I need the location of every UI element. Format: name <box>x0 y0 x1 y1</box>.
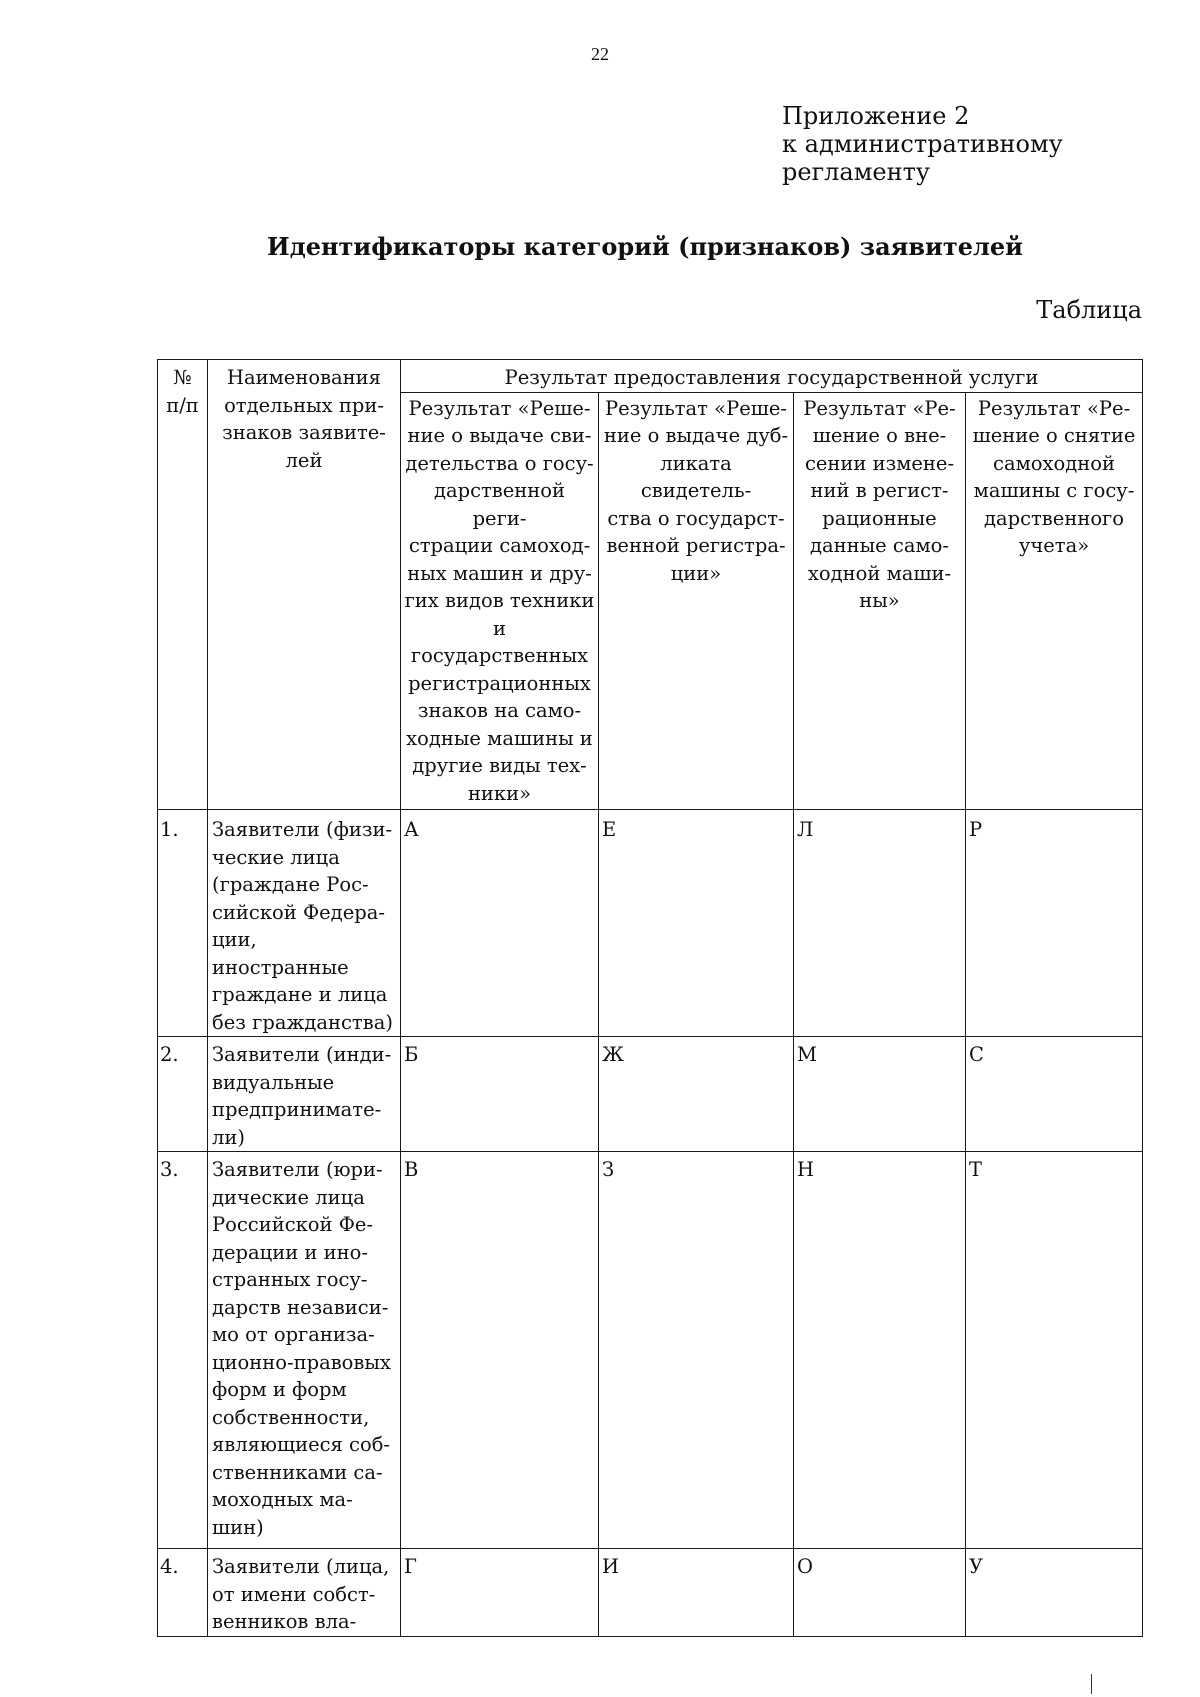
row-name: Заявители (инди- видуальные предпринимате- ли) <box>208 1037 401 1152</box>
header-result-1: Результат «Реше- ние о выдаче сви- детельства о госу- дарственной реги- страции самоход- ных машин и дру- гих видов техники и государственных регистрационных знаков на само- ходные машины и другие виды тех- ники» <box>401 392 599 810</box>
row-name: Заявители (лица, от имени собст- венников вла- <box>208 1549 401 1637</box>
row-number: 3. <box>158 1152 208 1549</box>
header-result-3: Результат «Ре- шение о вне- сении измене- ний в регист- рационные данные само- ходной маши- ны» <box>794 392 966 810</box>
row-code: Ж <box>599 1037 794 1152</box>
header-result-4: Результат «Ре- шение о снятие самоходной машины с госу- дарственного учета» <box>966 392 1143 810</box>
row-code: М <box>794 1037 966 1152</box>
appendix-block <box>782 102 1063 186</box>
table-row <box>158 1037 1143 1152</box>
row-number: 2. <box>158 1037 208 1152</box>
scan-mark <box>1091 1674 1092 1694</box>
table-row <box>158 1152 1143 1549</box>
page-number: 22 <box>591 44 609 64</box>
document-title: Идентификаторы категорий (признаков) заявителей <box>267 232 1023 261</box>
row-code: Е <box>599 810 794 1037</box>
applicant-identifiers-table <box>157 359 1143 1637</box>
header-result-2: Результат «Реше- ние о выдаче дуб- ликата свидетель- ства о государст- венной регистра- ции» <box>599 392 794 810</box>
row-code: Б <box>401 1037 599 1152</box>
row-code: Т <box>966 1152 1143 1549</box>
row-code: В <box>401 1152 599 1549</box>
table-row <box>158 1549 1143 1637</box>
row-code: И <box>599 1549 794 1637</box>
row-code: Н <box>794 1152 966 1549</box>
row-code: Р <box>966 810 1143 1037</box>
row-code: О <box>794 1549 966 1637</box>
row-code: У <box>966 1549 1143 1637</box>
table-label: Таблица <box>1036 296 1142 324</box>
row-number: 4. <box>158 1549 208 1637</box>
appendix-line-1: Приложение 2 <box>782 102 970 130</box>
header-number: № п/п <box>158 360 208 810</box>
row-number: 1. <box>158 810 208 1037</box>
appendix-line-3: регламенту <box>782 158 930 186</box>
table-header-row <box>158 360 1143 393</box>
header-name: Наименования отдельных при- знаков заявите- лей <box>208 360 401 810</box>
row-name: Заявители (юри- дические лица Российской Фе- дерации и ино- странных госу- дарств независи- мо от организа- ционно-правовых форм и форм собственности, являющиеся соб- ственниками са- моходных ма- шин) <box>208 1152 401 1549</box>
row-code: З <box>599 1152 794 1549</box>
table-row <box>158 810 1143 1037</box>
row-code: Г <box>401 1549 599 1637</box>
row-name: Заявители (физи- ческие лица (граждане Рос- сийской Федера- ции, иностранные граждане и лица без гражданства) <box>208 810 401 1037</box>
row-code: Л <box>794 810 966 1037</box>
row-code: С <box>966 1037 1143 1152</box>
header-result-group: Результат предоставления государственной услуги <box>401 360 1143 393</box>
appendix-line-2: к административному <box>782 130 1063 158</box>
row-code: А <box>401 810 599 1037</box>
